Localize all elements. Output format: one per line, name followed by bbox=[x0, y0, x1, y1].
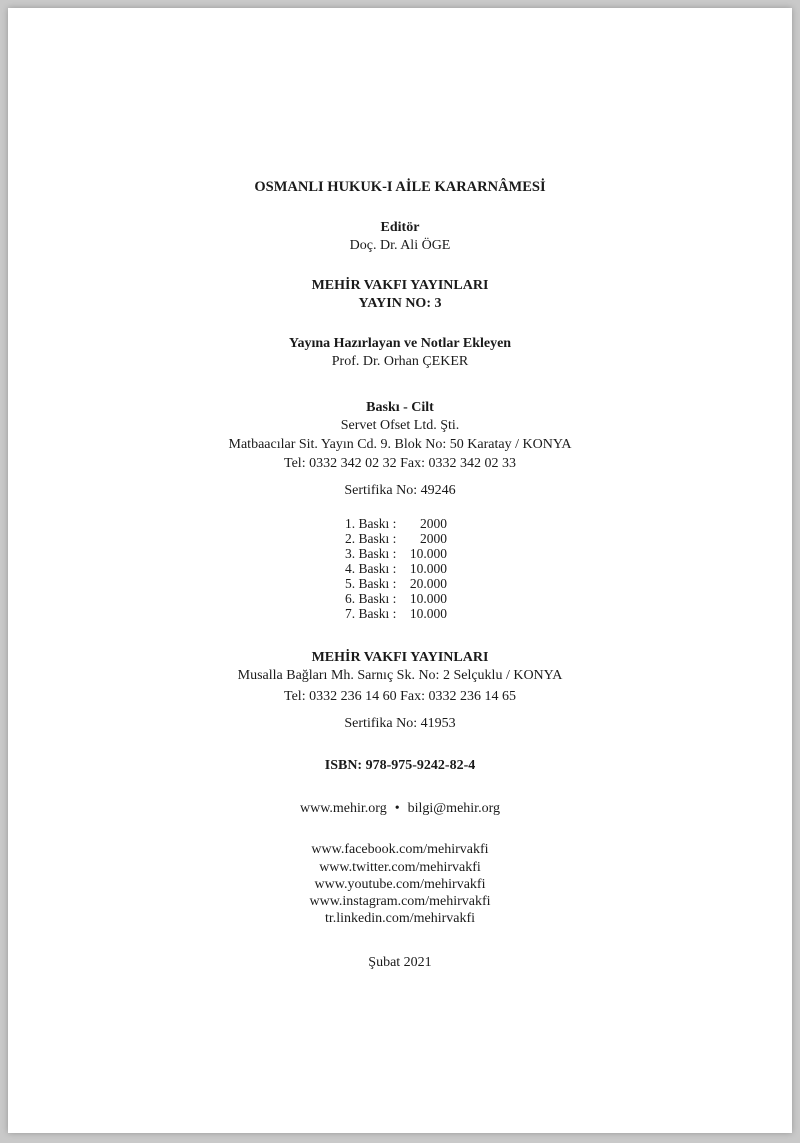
publisher-address: Musalla Bağları Mh. Sarnıç Sk. No: 2 Selçuklu / KONYA bbox=[237, 668, 563, 683]
series-publisher: MEHİR VAKFI YAYINLARI bbox=[311, 278, 489, 293]
web-contacts bbox=[8, 800, 792, 817]
edition-row bbox=[345, 546, 447, 561]
social-link-linkedin[interactable]: tr.linkedin.com/mehirvakfi bbox=[324, 911, 476, 926]
social-link-twitter[interactable]: www.twitter.com/mehirvakfi bbox=[319, 860, 481, 875]
publisher-phone: Tel: 0332 236 14 60 Fax: 0332 236 14 65 bbox=[284, 689, 516, 704]
isbn: ISBN: 978-975-9242-82-4 bbox=[324, 758, 476, 773]
edition-row bbox=[345, 606, 447, 621]
printing-certificate: Sertifika No: 49246 bbox=[344, 483, 456, 498]
edition-row bbox=[345, 561, 447, 576]
edition-count: 10.000 bbox=[409, 561, 447, 576]
website-link[interactable]: www.mehir.org bbox=[300, 801, 387, 816]
edition-label: 3. Baskı : bbox=[345, 546, 397, 561]
edition-label: 1. Baskı : bbox=[345, 516, 397, 531]
edition-count: 10.000 bbox=[409, 606, 447, 621]
social-link-instagram[interactable]: www.instagram.com/mehirvakfi bbox=[309, 894, 491, 909]
series-number: YAYIN NO: 3 bbox=[358, 296, 442, 311]
publisher-name: MEHİR VAKFI YAYINLARI bbox=[311, 650, 489, 665]
printing-phone: Tel: 0332 342 02 32 Fax: 0332 342 02 33 bbox=[284, 456, 516, 471]
editor-name: Doç. Dr. Ali ÖGE bbox=[349, 238, 451, 253]
social-link-youtube[interactable]: www.youtube.com/mehirvakfi bbox=[314, 877, 486, 892]
edition-row bbox=[345, 591, 447, 606]
document-page bbox=[8, 8, 792, 1133]
edition-count: 10.000 bbox=[409, 591, 447, 606]
edition-list bbox=[345, 516, 447, 621]
edition-label: 2. Baskı : bbox=[345, 531, 397, 546]
edition-row bbox=[345, 516, 447, 531]
edition-count: 2000 bbox=[420, 531, 447, 546]
edition-label: 5. Baskı : bbox=[345, 576, 397, 591]
bullet-separator: • bbox=[394, 801, 400, 816]
edition-count: 2000 bbox=[420, 516, 447, 531]
edition-row bbox=[345, 576, 447, 591]
preparer-name: Prof. Dr. Orhan ÇEKER bbox=[331, 354, 469, 369]
printing-address: Matbaacılar Sit. Yayın Cd. 9. Blok No: 50 Karatay / KONYA bbox=[228, 437, 572, 452]
email-link[interactable]: bilgi@mehir.org bbox=[407, 801, 500, 816]
edition-label: 4. Baskı : bbox=[345, 561, 397, 576]
printing-company: Servet Ofset Ltd. Şti. bbox=[340, 418, 460, 433]
social-link-facebook[interactable]: www.facebook.com/mehirvakfi bbox=[311, 842, 489, 857]
edition-label: 7. Baskı : bbox=[345, 606, 397, 621]
edition-count: 10.000 bbox=[409, 546, 447, 561]
edition-count: 20.000 bbox=[409, 576, 447, 591]
edition-label: 6. Baskı : bbox=[345, 591, 397, 606]
printing-heading: Baskı - Cilt bbox=[366, 400, 434, 415]
editor-heading: Editör bbox=[380, 220, 420, 235]
edition-row bbox=[345, 531, 447, 546]
publisher-certificate: Sertifika No: 41953 bbox=[344, 716, 456, 731]
book-title: OSMANLI HUKUK-I AİLE KARARNÂMESİ bbox=[254, 179, 546, 195]
preparer-heading: Yayına Hazırlayan ve Notlar Ekleyen bbox=[288, 336, 512, 351]
publication-date: Şubat 2021 bbox=[368, 955, 432, 970]
